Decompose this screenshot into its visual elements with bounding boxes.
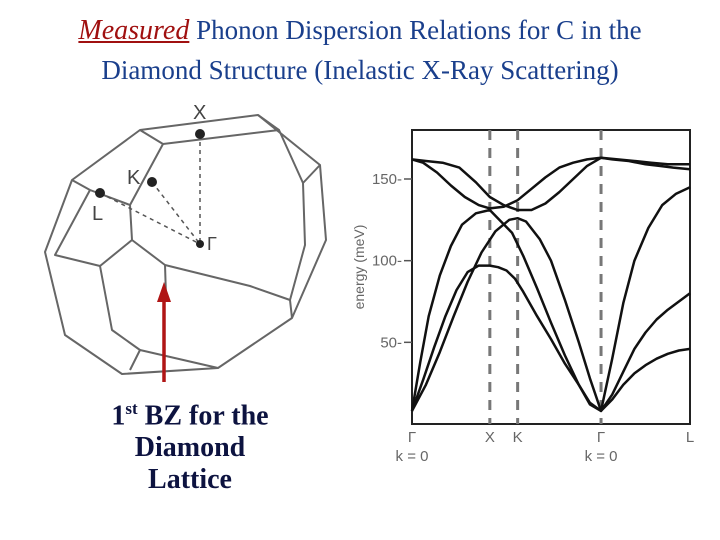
bz-left-face-edge [72, 144, 163, 205]
y-tick-label-150: 150- [371, 171, 402, 188]
caption-line-1-rest: BZ for the [137, 400, 269, 432]
gamma-l-line [100, 193, 200, 244]
label-x: X [193, 102, 207, 124]
bz-top-hexagon-edge [140, 115, 279, 144]
bz-bottom-edge [140, 350, 218, 368]
y-tick-label-50: 50- [380, 334, 402, 352]
x-tick-label-3: Γ [596, 429, 606, 446]
x-tick-label-4: L [685, 429, 695, 446]
bz-right-top-edge [303, 165, 320, 183]
x-tick-label-2: K [512, 429, 523, 446]
label-gamma: Γ [207, 234, 217, 254]
dispersion-branch-4 [412, 266, 690, 411]
caption-ordinal-suffix: st [125, 399, 138, 418]
x-tick-sublabel-3: k = 0 [584, 448, 618, 465]
title-emphasis: Measured [78, 15, 190, 46]
page-title-line-2: Diamond Structure (Inelastic X-Ray Scattering) [101, 55, 619, 85]
symmetry-dashed-lines [490, 130, 601, 424]
point-k [147, 177, 157, 187]
gamma-k-line [152, 182, 200, 244]
x-tick-sublabel-0: k = 0 [395, 448, 429, 465]
x-tick-label-0: Γ [407, 429, 417, 446]
dispersion-branch-5 [412, 218, 690, 411]
dispersion-curves [412, 158, 690, 411]
x-tick-label-1: X [484, 429, 495, 446]
y-axis-label: energy (meV) [351, 224, 367, 310]
label-l: L [92, 203, 104, 225]
x-axis-ticks [396, 429, 695, 465]
caption-line-2: Diamond [134, 432, 246, 464]
bz-bottom-face-edge [100, 266, 140, 370]
label-k: K [127, 167, 141, 189]
pointer-arrow [157, 282, 171, 382]
caption [70, 393, 310, 496]
y-axis-ticks [372, 171, 412, 351]
high-symmetry-points [92, 102, 217, 254]
point-gamma [196, 240, 204, 248]
y-tick-label-100: 100- [371, 252, 402, 270]
title-line-1-rest: Phonon Dispersion Relations for C in the [189, 15, 642, 45]
brillouin-zone-diagram [45, 115, 326, 374]
dispersion-chart [351, 130, 694, 465]
caption-line-3: Lattice [148, 464, 232, 496]
point-x [195, 129, 205, 139]
bz-outline [45, 115, 326, 374]
arrow-head [157, 282, 171, 302]
bz-right-face-edge [279, 130, 305, 318]
point-l [95, 188, 105, 198]
caption-ordinal: 1 [111, 400, 126, 432]
